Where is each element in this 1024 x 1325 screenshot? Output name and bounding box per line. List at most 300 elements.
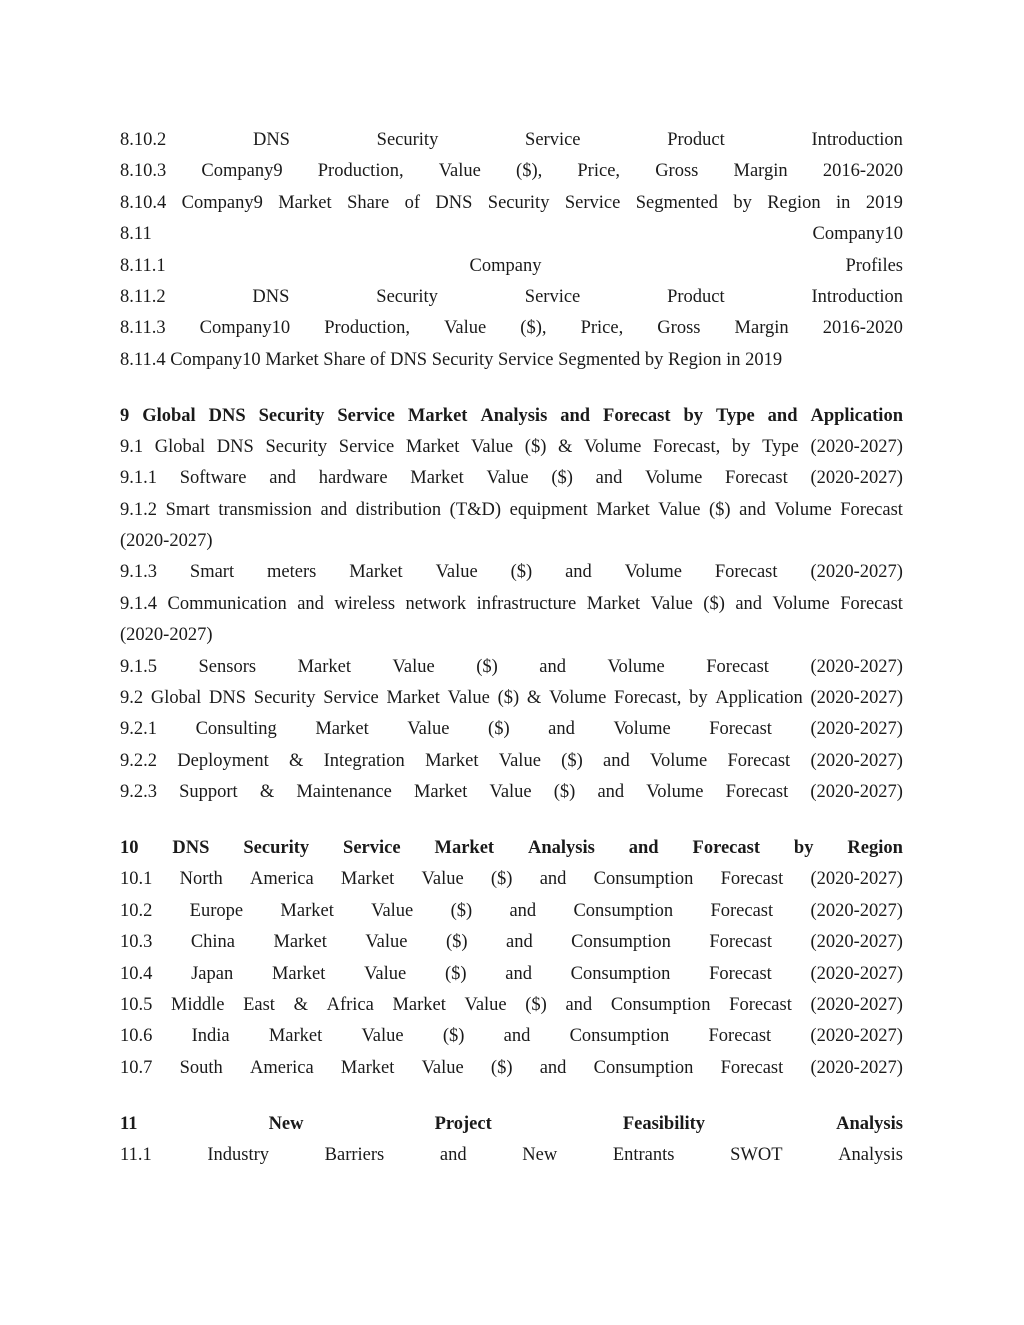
- toc-line: [120, 990, 903, 1021]
- word: DNS: [208, 405, 246, 426]
- word: Application: [715, 688, 803, 709]
- toc-line: (2020-2027): [120, 625, 213, 646]
- word: Value: [407, 719, 450, 740]
- word: Market: [413, 782, 468, 803]
- word: and: [539, 656, 566, 677]
- word: Forecast: [720, 869, 784, 890]
- word: 8.10.2: [120, 130, 167, 150]
- word: Market: [278, 192, 332, 213]
- word: wireless: [334, 593, 396, 614]
- word: Company: [469, 255, 542, 276]
- word: (2020-2027): [810, 750, 903, 771]
- word: &: [293, 994, 308, 1015]
- toc-line: [120, 959, 903, 990]
- document-page: [120, 125, 903, 1171]
- word: &: [259, 782, 275, 803]
- word: and: [320, 499, 348, 520]
- toc-line: [120, 927, 903, 958]
- word: Value: [365, 932, 408, 953]
- word: Introduction: [811, 130, 903, 150]
- toc-line: [120, 746, 903, 777]
- toc-line: [120, 557, 903, 588]
- word: DNS: [252, 286, 290, 307]
- word: 9.2: [120, 688, 144, 709]
- word: Company10: [812, 224, 903, 245]
- word: Volume: [613, 719, 671, 740]
- word: Product: [667, 130, 725, 150]
- word: Service: [564, 192, 621, 213]
- word: 8.11.2: [120, 286, 166, 307]
- word: Security: [253, 688, 316, 709]
- word: Value: [658, 499, 701, 520]
- word: 9.1.2: [120, 499, 157, 520]
- word: Consulting: [195, 719, 277, 740]
- word: and: [560, 405, 591, 426]
- word: Market: [271, 963, 326, 984]
- word: by: [733, 192, 752, 213]
- word: Global: [142, 405, 196, 426]
- toc-line: (2020-2027): [120, 531, 213, 552]
- word: and: [735, 593, 763, 614]
- word: &: [526, 688, 542, 709]
- word: Market: [405, 436, 460, 457]
- word: &: [558, 436, 573, 457]
- word: Global: [154, 436, 206, 457]
- word: (2020-2027): [810, 719, 903, 740]
- word: ($): [444, 963, 467, 984]
- word: Volume: [646, 782, 704, 803]
- toc-line: [120, 1021, 903, 1052]
- word: 10.2: [120, 900, 153, 921]
- word: (2020-2027): [810, 932, 903, 953]
- toc-line: [120, 683, 903, 714]
- word: (2020-2027): [810, 436, 903, 457]
- toc-line: 8.11.4 Company10 Market Share of DNS Security Service Segmented by Region in 2019: [120, 349, 783, 370]
- word: Forecast: [709, 932, 773, 953]
- toc-line: [120, 896, 903, 927]
- word: ($),: [520, 318, 547, 339]
- word: America: [249, 869, 314, 890]
- word: Application: [810, 405, 903, 426]
- word: (2020-2027): [810, 1026, 903, 1047]
- word: Forecast: [709, 719, 772, 740]
- word: Forecast: [709, 963, 772, 984]
- word: DNS: [216, 436, 254, 457]
- word: by: [683, 405, 704, 426]
- word: Value: [471, 436, 514, 457]
- word: Analysis: [480, 405, 548, 426]
- word: and: [628, 837, 659, 858]
- word: Sensors: [198, 656, 257, 677]
- word: (2020-2027): [810, 782, 903, 803]
- word: Volume: [650, 750, 708, 771]
- word: Service: [525, 130, 581, 150]
- word: Smart: [165, 499, 210, 520]
- word: 9.1.1: [120, 468, 157, 489]
- word: Feasibility: [622, 1113, 706, 1134]
- toc-line: [120, 777, 903, 808]
- word: Value: [392, 656, 435, 677]
- word: DNS: [435, 192, 473, 213]
- word: infrastructure: [476, 593, 577, 614]
- word: Project: [434, 1113, 492, 1134]
- word: and: [767, 405, 798, 426]
- word: Share: [347, 192, 390, 213]
- word: Global: [150, 688, 202, 709]
- word: Software: [179, 468, 247, 489]
- word: Market: [280, 900, 334, 921]
- word: DNS: [209, 688, 247, 709]
- word: Market: [596, 499, 650, 520]
- toc-line: [120, 864, 903, 895]
- word: 9.1.3: [120, 562, 157, 583]
- word: 8.11: [120, 224, 152, 245]
- word: Security: [376, 130, 439, 150]
- word: 10.7: [120, 1057, 153, 1078]
- word: Market: [425, 750, 479, 771]
- word: Smart: [189, 562, 235, 583]
- word: Consumption: [569, 1026, 670, 1047]
- word: ($): [497, 688, 520, 709]
- word: Value: [489, 782, 532, 803]
- word: Market: [392, 994, 446, 1015]
- word: and: [565, 994, 593, 1015]
- word: Value: [447, 688, 490, 709]
- word: Consumption: [573, 900, 674, 921]
- word: Security: [487, 192, 550, 213]
- toc-line: [120, 156, 903, 187]
- word: Market: [386, 688, 440, 709]
- word: DNS: [172, 837, 210, 858]
- word: and: [505, 932, 533, 953]
- word: Consumption: [593, 869, 694, 890]
- word: transmission: [218, 499, 312, 520]
- word: Margin: [734, 318, 789, 339]
- word: Security: [376, 286, 438, 307]
- word: and: [297, 593, 324, 614]
- word: Value: [498, 750, 541, 771]
- word: equipment: [509, 499, 588, 520]
- word: Forecast: [729, 994, 792, 1015]
- word: (T&D): [449, 499, 502, 520]
- word: ($): [703, 593, 725, 614]
- word: 9.1.4: [120, 593, 157, 614]
- word: and: [269, 468, 296, 489]
- word: in: [836, 192, 851, 213]
- word: Analysis: [836, 1113, 903, 1134]
- word: Introduction: [811, 286, 903, 307]
- word: and: [739, 499, 766, 520]
- word: and: [597, 782, 625, 803]
- word: Integration: [323, 750, 405, 771]
- word: 10.5: [120, 994, 153, 1015]
- word: Industry: [207, 1144, 270, 1165]
- word: Volume: [584, 436, 642, 457]
- word: 8.11.3: [120, 318, 166, 339]
- word: (2020-2027): [810, 562, 903, 583]
- word: Market: [268, 1026, 323, 1047]
- word: ($): [488, 719, 510, 740]
- word: meters: [267, 562, 317, 583]
- section-heading: [120, 401, 903, 432]
- word: (2020-2027): [810, 963, 903, 984]
- word: 10.6: [120, 1026, 153, 1047]
- word: Africa: [326, 994, 374, 1015]
- word: Forecast: [710, 900, 774, 921]
- word: Security: [258, 405, 325, 426]
- word: Value: [361, 1026, 404, 1047]
- word: Consumption: [610, 994, 711, 1015]
- word: Gross: [657, 318, 701, 339]
- word: Market: [315, 719, 369, 740]
- word: Forecast,: [652, 436, 721, 457]
- toc-line: [120, 1053, 903, 1084]
- word: 9.2.1: [120, 719, 157, 740]
- paragraph-gap: [120, 809, 903, 833]
- word: Market: [349, 562, 403, 583]
- word: Consumption: [571, 932, 671, 953]
- word: Value: [421, 869, 464, 890]
- word: Forecast,: [614, 688, 682, 709]
- word: (2020-2027): [810, 688, 903, 709]
- word: &: [288, 750, 304, 771]
- word: Forecast: [708, 1026, 772, 1047]
- word: Region: [767, 192, 821, 213]
- word: Europe: [189, 900, 244, 921]
- word: (2020-2027): [810, 656, 903, 677]
- word: Type: [715, 405, 755, 426]
- word: ($): [561, 750, 583, 771]
- word: ($): [524, 436, 547, 457]
- word: Volume: [772, 593, 830, 614]
- word: and: [565, 562, 592, 583]
- word: (2020-2027): [810, 468, 903, 489]
- word: hardware: [318, 468, 388, 489]
- word: Forecast: [725, 468, 788, 489]
- word: ($),: [516, 161, 543, 182]
- word: Value: [650, 593, 693, 614]
- word: network: [405, 593, 467, 614]
- word: and: [539, 869, 567, 890]
- word: Japan: [191, 963, 234, 984]
- word: 11: [120, 1113, 138, 1134]
- word: Margin: [733, 161, 788, 182]
- word: Type: [762, 436, 799, 457]
- word: Volume: [549, 688, 607, 709]
- word: and: [503, 1026, 531, 1047]
- word: Consumption: [593, 1057, 694, 1078]
- word: 11.1: [120, 1144, 152, 1165]
- toc-line: [120, 1140, 903, 1171]
- word: 9.1: [120, 436, 144, 457]
- word: ($): [450, 900, 473, 921]
- word: 9: [120, 405, 130, 426]
- word: and: [505, 963, 532, 984]
- word: Value: [464, 994, 507, 1015]
- word: Middle: [171, 994, 225, 1015]
- word: Volume: [607, 656, 665, 677]
- word: of: [404, 192, 420, 213]
- word: Value: [438, 161, 481, 182]
- word: Market: [434, 837, 495, 858]
- word: and: [539, 1057, 567, 1078]
- word: Price,: [577, 161, 621, 182]
- word: Support: [179, 782, 238, 803]
- word: Analysis: [528, 837, 595, 858]
- word: ($): [553, 782, 576, 803]
- word: ($): [490, 869, 513, 890]
- toc-line: [120, 652, 903, 683]
- word: Security: [243, 837, 310, 858]
- word: Company9: [181, 192, 263, 213]
- paragraph-gap: [120, 376, 903, 400]
- word: Service: [323, 688, 379, 709]
- word: 10.3: [120, 932, 153, 953]
- word: ($): [551, 468, 573, 489]
- toc-line: [120, 313, 903, 344]
- word: Deployment: [177, 750, 269, 771]
- word: ($): [510, 562, 533, 583]
- word: Volume: [774, 499, 832, 520]
- word: Value: [421, 1057, 464, 1078]
- word: ($): [445, 932, 468, 953]
- word: Service: [338, 436, 395, 457]
- word: Service: [524, 286, 581, 307]
- word: Forecast: [603, 405, 671, 426]
- toc-line: [120, 282, 903, 313]
- word: by: [793, 837, 814, 858]
- word: 2016-2020: [822, 161, 903, 182]
- word: and: [603, 750, 630, 771]
- word: Market: [273, 932, 327, 953]
- word: Segmented: [635, 192, 718, 213]
- word: and: [595, 468, 623, 489]
- word: New: [268, 1113, 304, 1134]
- word: Price,: [580, 318, 624, 339]
- word: 8.10.3: [120, 161, 167, 182]
- word: ($): [490, 1057, 513, 1078]
- word: and: [509, 900, 537, 921]
- toc-line: [120, 714, 903, 745]
- section-heading: [120, 833, 903, 864]
- word: 9.2.3: [120, 782, 157, 803]
- word: ($): [525, 994, 547, 1015]
- word: Forecast: [727, 750, 791, 771]
- word: 8.10.4: [120, 192, 167, 213]
- word: Value: [364, 963, 407, 984]
- word: 10: [120, 837, 139, 858]
- word: Market: [340, 1057, 395, 1078]
- word: Market: [297, 656, 352, 677]
- toc-line: [120, 219, 903, 250]
- toc-line: [120, 432, 903, 463]
- word: Analysis: [838, 1144, 903, 1165]
- word: Value: [371, 900, 414, 921]
- word: 9.2.2: [120, 750, 157, 771]
- word: Communication: [167, 593, 287, 614]
- word: Company10: [199, 318, 291, 339]
- word: Forecast: [725, 782, 789, 803]
- word: Service: [337, 405, 395, 426]
- word: ($): [709, 499, 731, 520]
- toc-line: [120, 495, 903, 526]
- word: 9.1.5: [120, 656, 157, 677]
- word: Value: [444, 318, 487, 339]
- word: (2020-2027): [810, 994, 903, 1015]
- word: by: [731, 436, 751, 457]
- word: South: [179, 1057, 223, 1078]
- word: Production,: [324, 318, 411, 339]
- toc-line: [120, 589, 903, 620]
- word: Gross: [655, 161, 699, 182]
- toc-line: [120, 463, 903, 494]
- word: Forecast: [720, 1057, 784, 1078]
- word: India: [191, 1026, 230, 1047]
- word: and: [439, 1144, 467, 1165]
- word: Entrants: [612, 1144, 675, 1165]
- word: New: [522, 1144, 558, 1165]
- word: Market: [407, 405, 468, 426]
- word: 10.4: [120, 963, 153, 984]
- word: DNS: [252, 130, 290, 150]
- word: (2020-2027): [810, 1057, 903, 1078]
- word: America: [250, 1057, 314, 1078]
- word: Region: [847, 837, 903, 858]
- word: Maintenance: [296, 782, 392, 803]
- word: Market: [340, 869, 395, 890]
- word: Value: [486, 468, 529, 489]
- word: Market: [410, 468, 464, 489]
- word: Value: [435, 562, 478, 583]
- word: East: [243, 994, 275, 1015]
- word: Profiles: [845, 255, 903, 276]
- word: Barriers: [324, 1144, 385, 1165]
- word: Forecast: [714, 562, 778, 583]
- word: North: [179, 869, 223, 890]
- toc-line: [120, 188, 903, 219]
- word: Market: [586, 593, 641, 614]
- word: Forecast: [692, 837, 760, 858]
- word: Security: [265, 436, 328, 457]
- word: 2019: [865, 192, 903, 213]
- word: China: [190, 932, 236, 953]
- word: Service: [343, 837, 401, 858]
- word: Consumption: [570, 963, 671, 984]
- word: Forecast: [706, 656, 769, 677]
- word: Volume: [624, 562, 682, 583]
- word: 10.1: [120, 869, 153, 890]
- word: distribution: [355, 499, 442, 520]
- word: (2020-2027): [810, 869, 903, 890]
- word: Company9: [201, 161, 283, 182]
- word: SWOT: [730, 1144, 783, 1165]
- word: Production,: [317, 161, 404, 182]
- word: Product: [667, 286, 725, 307]
- toc-line: [120, 251, 903, 282]
- word: Forecast: [840, 499, 903, 520]
- word: and: [548, 719, 575, 740]
- section-heading: [120, 1109, 903, 1140]
- paragraph-gap: [120, 1084, 903, 1108]
- word: 8.11.1: [120, 255, 166, 276]
- word: (2020-2027): [810, 900, 903, 921]
- word: Forecast: [840, 593, 903, 614]
- word: 2016-2020: [822, 318, 903, 339]
- word: Volume: [645, 468, 703, 489]
- toc-line: [120, 125, 903, 156]
- word: ($): [442, 1026, 465, 1047]
- word: by: [689, 688, 708, 709]
